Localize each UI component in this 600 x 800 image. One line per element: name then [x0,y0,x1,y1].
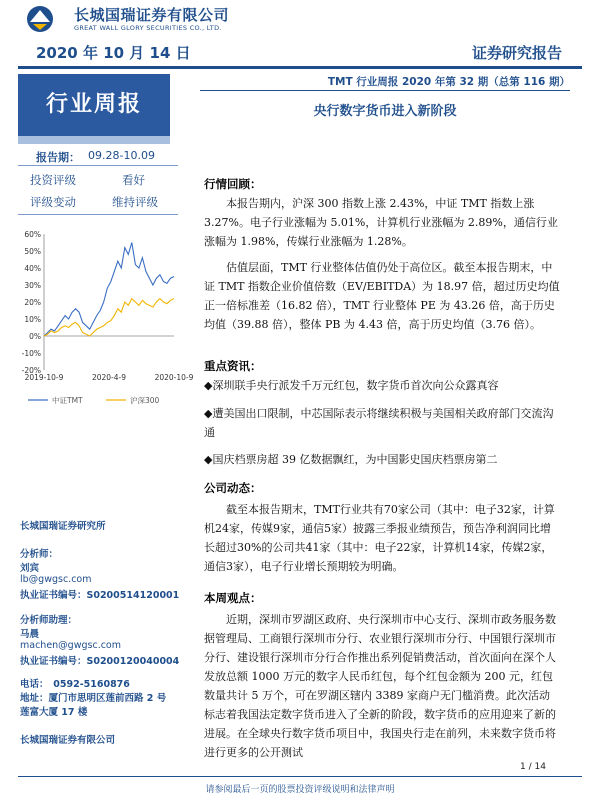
report-banner: 行业周报 [18,74,170,136]
performance-chart [14,226,194,430]
y-tick-label: 30% [24,281,41,290]
assistant-cert: 执业证书编号：S0200120040004 [20,656,180,667]
view-paragraph: 近期，深圳市罗湖区政府、央行深圳市中心支行、深圳市政务服务数据管理局、工商银行深圳市分行、农业银行深圳市分行、中国银行深圳市分行、建设银行深圳市分行合作推出系列促销费活动，首次面向在深个人发放总额 1000 万元的数字人民币红包，每个红包金额为 200 元，红包数量共计 5 万个，可在罗湖区辖内 3389 家商户无门槛消费。此次活动标志着我国法定数字货币进入了全新的阶段，数字货币的应用迎来了新的进展。在全球央行数字货币项目中，我国央行走在前列，未来数字货币将进行更多的公开测试 [204,613,556,759]
footer-disclaimer: 请参阅最后一页的股票投资评级说明和法律声明 [205,785,395,795]
section-review-heading: 行情回顾： [204,177,262,191]
section-view-heading: 本周观点： [204,591,262,605]
company-paragraph: 截至本报告期末，TMT行业共有70家公司（其中：电子32家，计算机24家，传媒9家，通信5家）披露三季报业绩预告，预告净利润同比增长超过30%的公司共41家（其中：电子22家，计算机14家，传媒2家，通信3家），电子行业增长预期较为明确。 [204,503,555,573]
legend-label-0: 中证TMT [52,396,83,405]
header-rule [18,66,582,69]
address-line-1: 地址：厦门市思明区莲前西路 2 号 [20,693,167,704]
y-tick-label: -10% [21,349,41,358]
y-tick-label: 0% [29,332,41,341]
analyst-name: 刘宾 [20,563,40,574]
page-number: 1 / 14 [520,762,546,772]
address-line-2: 莲富大厦 17 楼 [20,707,88,718]
y-tick-label: 40% [24,264,41,273]
phone: 电话： 0592-5160876 [20,679,130,690]
issue-rule [200,90,570,91]
section-news-heading: 重点资讯： [204,359,262,373]
news-item-2: ◆遭美国出口限制，中芯国际表示将继续积极与美国相关政府部门交流沟通 [204,407,554,439]
banner-underbar [18,136,170,144]
issue-line: TMT 行业周报 2020 年第 32 期（总第 116 期） [327,76,570,88]
review-paragraph-1: 本报告期内，沪深 300 指数上涨 2.43%，中证 TMT 指数上涨 3.27%。电子行业涨幅为 5.01%，计算机行业涨幅为 2.89%，通信行业涨幅为 1.98%，传媒行业涨幅为 1.28%。 [204,197,558,248]
period-value: 09.28-10.09 [88,149,155,162]
report-title: 央行数字货币进入新阶段 [313,104,457,119]
research-institute: 长城国瑞证券研究所 [20,521,106,532]
analyst-label: 分析师： [20,549,59,560]
period-rule [18,165,178,166]
rating-value-invest: 看好 [122,173,145,187]
report-type: 证券研究报告 [471,44,562,62]
y-tick-label: 60% [24,230,41,239]
company-name-footer: 长城国瑞证券有限公司 [20,735,116,746]
assistant-label: 分析师助理： [20,615,78,626]
y-tick-label: 50% [24,247,41,256]
x-tick-label: 2020-4-9 [91,373,127,382]
section-company-heading: 公司动态： [204,481,262,495]
news-item-1: ◆深圳联手央行派发千万元红包，数字货币首次向公众露真容 [204,379,499,392]
news-item-3: ◆国庆档票房超 39 亿数据飘红，为中国影史国庆档票房第二 [204,453,498,466]
rating-value-change: 维持评级 [112,195,158,209]
y-tick-label: 20% [24,298,41,307]
company-name-cn: 长城国瑞证券有限公司 [74,6,230,24]
analyst-cert: 执业证书编号：S0200514120001 [20,590,180,601]
report-date: 2020 年 10 月 14 日 [36,44,191,62]
rating-label-change: 评级变动 [30,195,76,209]
rating-label-invest: 投资评级 [30,173,76,187]
review-paragraph-2: 估值层面，TMT 行业整体估值仍处于高位区。截至本报告期末，中证 TMT 指数企业价值倍数（EV/EBITDA）为 18.97 倍，超过历史均值正一倍标准差（16.82 倍），TMT 行业整体 PE 为 43.26 倍，高于历史均值（39.88 倍），整体 PB 为 4.43 倍，高于历史均值（3.76 倍）。 [204,261,560,331]
assistant-name: 马晨 [20,629,40,640]
y-tick-label: -20% [21,366,41,375]
footer-rule [18,776,582,777]
x-tick-label: 2019-10-9 [24,373,64,382]
x-tick-label: 2020-10-9 [154,373,194,382]
legend-label-1: 沪深300 [130,396,160,405]
analyst-email[interactable]: lb@gwgsc.com [20,574,92,585]
assistant-email[interactable]: machen@gwgsc.com [20,640,121,651]
company-name-en: GREAT WALL GLORY SECURITIES CO., LTD. [74,24,222,32]
rating-rule [18,214,178,215]
y-tick-label: 10% [24,315,41,324]
period-label: 报告期： [36,151,80,164]
company-logo [22,4,62,34]
